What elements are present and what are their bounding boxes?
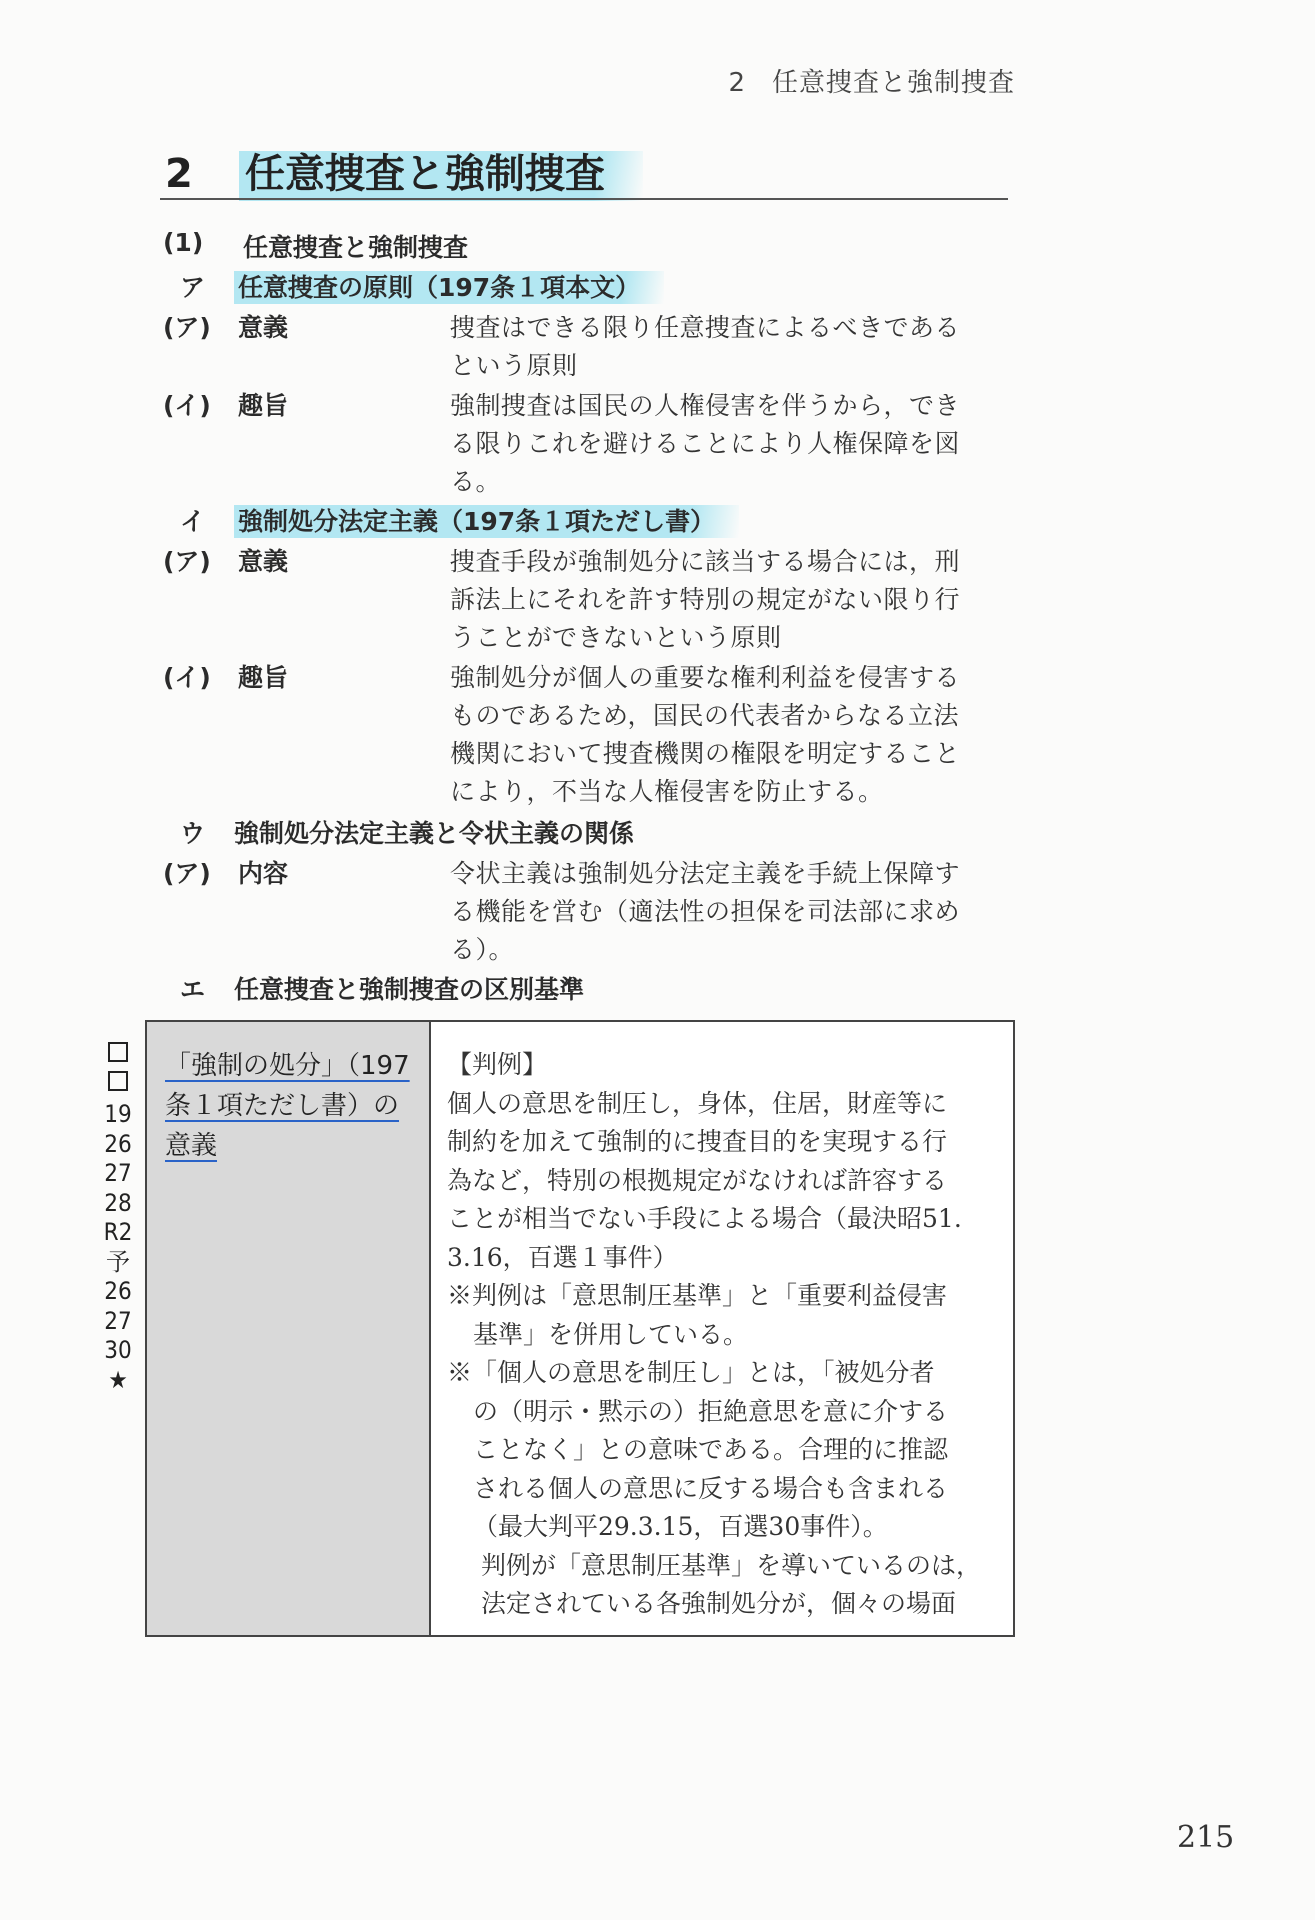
item-marker-u: ウ <box>180 819 206 848</box>
running-head-title: 任意捜査と強制捜査 <box>771 68 1015 98</box>
term-line: 条１項ただし書）の <box>165 1091 400 1121</box>
row-label: (イ) <box>163 391 211 420</box>
term-line: 「強制の処分」（197 <box>165 1051 410 1081</box>
row-text-line: という原則 <box>450 351 578 380</box>
row-text-line: る）。 <box>450 935 515 964</box>
running-head <box>728 62 1015 99</box>
row-label: (ア) <box>163 859 211 888</box>
section-heading <box>165 142 643 199</box>
content-line: ※「個人の意思を制圧し」とは，「被処分者 <box>447 1358 935 1387</box>
row-label: (ア) <box>163 547 211 576</box>
exam-year: 予 <box>106 1247 130 1276</box>
exam-year: R2 <box>103 1218 133 1246</box>
row-text-line: 訴法上にそれを許す特別の規定がない限り行 <box>450 585 961 614</box>
star-icon: ★ <box>108 1365 128 1394</box>
case-law-table <box>145 1020 1015 1637</box>
row-text-line: ものであるため，国民の代表者からなる立法 <box>450 701 960 730</box>
section-divider <box>160 198 1008 200</box>
row-term: 内容 <box>238 859 289 888</box>
exam-year: 27 <box>104 1159 132 1187</box>
exam-year: 26 <box>104 1277 132 1305</box>
content-line: （最大判平29.3.15，百選30事件）。 <box>473 1512 888 1541</box>
checkbox[interactable] <box>108 1071 128 1091</box>
row-text-line: る。 <box>450 467 502 496</box>
content-line: 【判例】 <box>447 1050 548 1079</box>
row-label: (ア) <box>163 313 211 342</box>
section-title: 任意捜査と強制捜査 <box>239 151 643 201</box>
item-title-u: 強制処分法定主義と令状主義の関係 <box>234 819 635 848</box>
content-line: 基準」を併用している。 <box>473 1319 749 1349</box>
review-checklist <box>98 1036 138 1395</box>
row-text-line: うことができないという原則 <box>450 623 782 652</box>
exam-year: 26 <box>104 1129 132 1158</box>
row-text-line: 令状主義は強制処分法定主義を手続上保障す <box>450 859 961 888</box>
row-text-line: る機能を営む（適法性の担保を司法部に求め <box>450 897 961 926</box>
exam-year: 19 <box>104 1100 132 1128</box>
exam-year: 30 <box>104 1336 132 1364</box>
row-term: 意義 <box>238 313 289 342</box>
content-line: 法定されている各強制処分が，個々の場面 <box>481 1589 957 1618</box>
row-text-line: る限りこれを避けることにより人権保障を図 <box>450 429 961 458</box>
row-label: (イ) <box>163 663 211 692</box>
row-text-line: 捜査はできる限り任意捜査によるべきである <box>450 313 961 342</box>
term-cell <box>147 1022 431 1635</box>
row-text-line: 捜査手段が強制処分に該当する場合には，刑 <box>450 547 961 576</box>
item-marker-a: ア <box>180 273 206 302</box>
row-text-line: 強制処分が個人の重要な権利利益を侵害する <box>450 663 961 692</box>
subsection-title: 任意捜査と強制捜査 <box>243 233 469 262</box>
content-line: 3.16，百選１事件） <box>447 1242 678 1272</box>
term-text <box>165 1046 425 1166</box>
row-term: 意義 <box>238 547 289 576</box>
page-number: 215 <box>1177 1820 1235 1855</box>
content-line: ことなく」との意味である。合理的に推認 <box>473 1435 949 1464</box>
content-line: ことが相当でない手段による場合（最決昭51. <box>447 1204 962 1233</box>
subsection-label: (1) <box>163 228 204 257</box>
exam-year: 27 <box>104 1306 132 1335</box>
exam-year: 28 <box>104 1188 132 1217</box>
checkbox[interactable] <box>108 1042 128 1062</box>
section-number: 2 <box>165 151 193 197</box>
row-text-line: 強制捜査は国民の人権侵害を伴うから，でき <box>450 391 961 420</box>
row-text-line: により，不当な人権侵害を防止する。 <box>450 777 884 806</box>
row-term: 趣旨 <box>238 663 289 692</box>
content-cell <box>447 1046 1007 1624</box>
content-line: の（明示・黙示の）拒絶意思を意に介する <box>473 1396 949 1426</box>
item-marker-i: イ <box>180 507 206 536</box>
term-line: 意義 <box>165 1131 218 1161</box>
item-title-a: 任意捜査の原則（197条１項本文） <box>234 271 664 304</box>
item-title-i: 強制処分法定主義（197条１項ただし書） <box>234 505 739 538</box>
content-line: 個人の意思を制圧し，身体，住居，財産等に <box>447 1088 948 1118</box>
content-line: ※判例は「意思制圧基準」と「重要利益侵害 <box>447 1281 948 1310</box>
content-line: される個人の意思に反する場合も含まれる <box>473 1473 949 1503</box>
item-marker-e: エ <box>180 975 206 1004</box>
content-line: 制約を加えて強制的に捜査目的を実現する行 <box>447 1127 948 1156</box>
content-line: 為など，特別の根拠規定がなければ許容する <box>447 1165 948 1195</box>
row-term: 趣旨 <box>238 391 289 420</box>
item-title-e: 任意捜査と強制捜査の区別基準 <box>234 975 585 1004</box>
content-line: 判例が「意思制圧基準」を導いているのは， <box>481 1550 982 1580</box>
row-text-line: 機関において捜査機関の権限を明定すること <box>450 739 961 768</box>
running-head-number: 2 <box>728 68 746 98</box>
